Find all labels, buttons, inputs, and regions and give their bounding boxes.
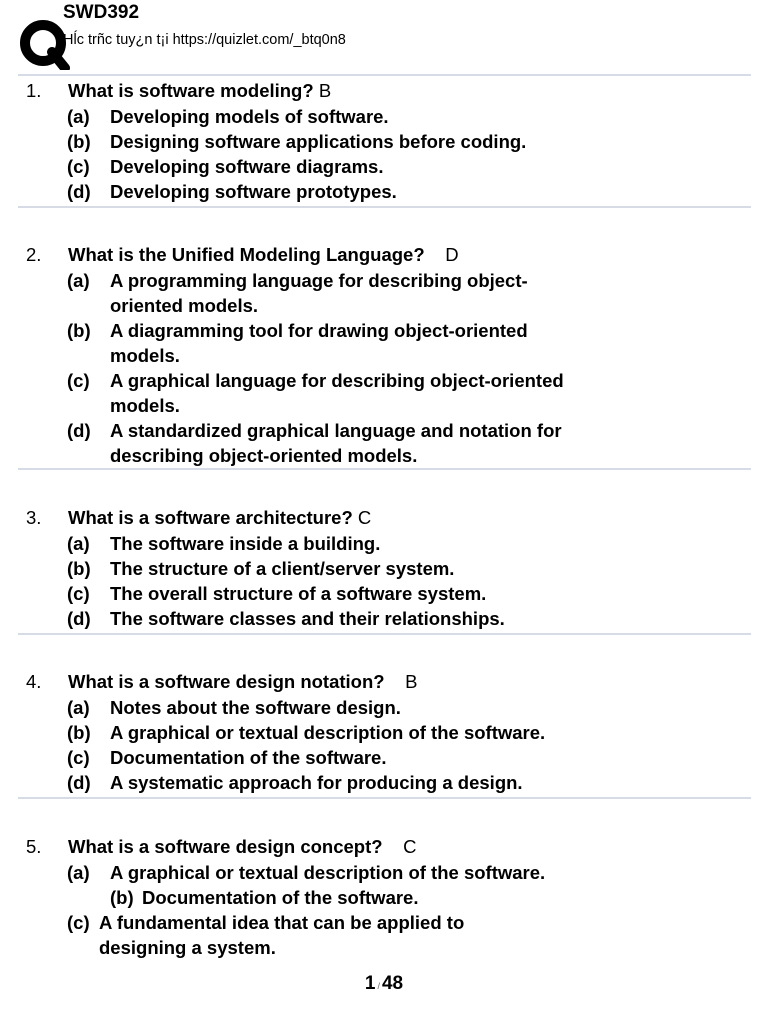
answer-key: D [445,244,459,265]
question-text: What is a software design notation? B [68,671,418,692]
option-b: (b) Designing software applications before coding. [67,131,527,152]
question-number: 4. [26,671,42,692]
question-number: 5. [26,836,42,857]
option-c: (c) A fundamental idea that can be applied to designing a system. [67,912,465,958]
question-text: What is software modeling? B [68,80,332,101]
current-page: 1 [364,973,376,994]
question-text: What is a software architecture? C [68,507,372,528]
total-pages: 48 [381,973,404,994]
option-b: (b) The structure of a client/server system. [67,558,455,579]
question-number: 1. [26,80,42,101]
option-c: (c) Developing software diagrams. [67,156,384,177]
divider [18,797,751,799]
option-d: (d) Developing software prototypes. [67,181,397,202]
option-a: (a) Notes about the software design. [67,697,401,718]
option-d: (d) A standardized graphical language and notation for describing object-oriented models. [67,420,562,466]
option-d: (d) The software classes and their relationships. [67,608,505,629]
answer-key: C [357,507,372,528]
option-a: (a) The software inside a building. [67,533,381,554]
source-link-text: Hĺc trñc tuy¿n t¡i https://quizlet.com/_btq0n8 [63,32,346,48]
option-b: (b) A graphical or textual description of the software. [67,722,546,743]
option-c: (c) Documentation of the software. [67,747,387,768]
answer-key: C [403,836,417,857]
option-c: (c) The overall structure of a software system. [67,583,487,604]
option-a: (a) A graphical or textual description of the software. [67,862,546,883]
option-b: (b) Documentation of the software. [110,887,419,908]
divider [18,74,751,76]
question-2 [0,242,768,468]
question-3 [0,505,768,631]
divider [18,468,751,470]
answer-key: B [405,671,418,692]
divider [18,206,751,208]
option-c: (c) A graphical language for describing object-oriented models. [67,370,564,416]
answer-key: B [318,80,332,101]
question-number: 2. [26,244,42,265]
option-a: (a) Developing models of software. [67,106,389,127]
page-header [0,0,768,74]
question-1 [0,78,768,204]
divider [18,633,751,635]
question-4 [0,669,768,795]
option-a: (a) A programming language for describing object-oriented models. [67,270,528,316]
question-number: 3. [26,507,42,528]
question-text: What is the Unified Modeling Language? D [68,244,459,265]
option-d: (d) A systematic approach for producing a design. [67,772,523,793]
page-separator: / [377,981,380,991]
question-text: What is a software design concept? C [68,836,417,857]
page-indicator [0,973,768,995]
option-b: (b) A diagramming tool for drawing object-oriented models. [67,320,528,366]
question-5 [0,834,768,960]
course-code: SWD392 [63,2,140,23]
